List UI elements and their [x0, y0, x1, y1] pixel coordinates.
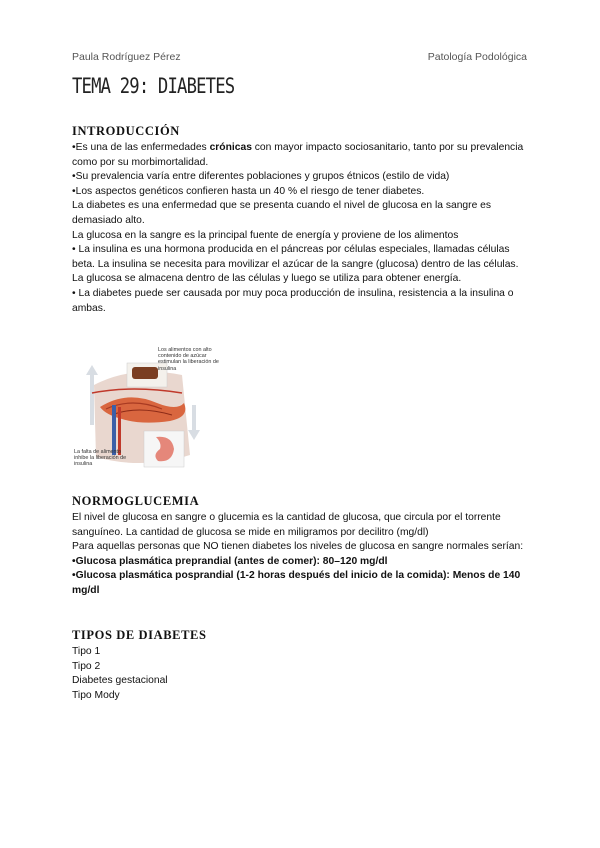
posprandial-value: •Glucosa plasmática posprandial (1-2 horas después del inicio de la comida): Menos de 140 mg/dl — [72, 570, 521, 596]
intro-line-6: • La insulina es una hormona producida en el páncreas por células especiales, llamadas células beta. La insulina se necesita para movilizar el azúcar de la sangre (glucosa) dentro de las células. La glucosa se almacena dentro de las células y luego se utiliza para obtener energía. — [72, 244, 519, 285]
intro-line-2: •Su prevalencia varía entre diferentes poblaciones y grupos étnicos (estilo de vida) — [72, 171, 450, 183]
normo-heading: NORMOGLUCEMIA — [72, 494, 200, 508]
page-title: TEMA 29: DIABETES — [72, 74, 235, 98]
normo-paragraph-2: Para aquellas personas que NO tienen diabetes los niveles de glucosa en sangre normales serían: — [72, 541, 524, 553]
type-item: Tipo 2 — [72, 660, 101, 672]
types-heading: TIPOS DE DIABETES — [72, 628, 207, 642]
caption-bottom: La falta de alimento inhibe la liberación de insulina — [74, 449, 127, 468]
intro-line-5: La glucosa en la sangre es la principal fuente de energía y proviene de los alimentos — [72, 229, 459, 241]
pancreas-illustration — [72, 345, 230, 473]
intro-line-3: •Los aspectos genéticos confieren hasta un 40 % el riesgo de tener diabetes. — [72, 185, 425, 197]
page-header — [72, 51, 527, 63]
intro-line-1: •Es una de las enfermedades crónicas con mayor impacto sociosanitario, tanto por su prevalencia como por su morbimortalidad. — [72, 142, 524, 168]
bold-chronic: crónicas — [209, 142, 252, 153]
caption-top: Los alimentos con alto contenido de azúcar estimulan la liberación de insulina — [158, 347, 219, 372]
normo-section — [72, 494, 532, 599]
intro-line-7: • La diabetes puede ser causada por muy poca producción de insulina, resistencia a la insulina o ambas. — [72, 287, 514, 314]
author-name: Paula Rodríguez Pérez — [72, 51, 181, 63]
preprandial-value: •Glucosa plasmática preprandial (antes de comer): 80–120 mg/dl — [72, 555, 388, 567]
intro-line-4: La diabetes es una enfermedad que se presenta cuando el nivel de glucosa en la sangre es demasiado alto. — [72, 200, 492, 226]
course-name: Patología Podológica — [427, 51, 527, 63]
types-section — [72, 628, 532, 703]
intro-section — [72, 124, 532, 316]
normo-paragraph-1: El nivel de glucosa en sangre o glucemia es la cantidad de glucosa, que circula por el torrente sanguíneo. La cantidad de glucosa se mide en miligramos por decilitro (mg/dl) — [72, 512, 501, 538]
type-item: Diabetes gestacional — [72, 675, 168, 687]
type-item: Tipo Mody — [72, 689, 120, 701]
intro-heading: INTRODUCCIÓN — [72, 124, 180, 138]
type-item: Tipo 1 — [72, 646, 101, 657]
